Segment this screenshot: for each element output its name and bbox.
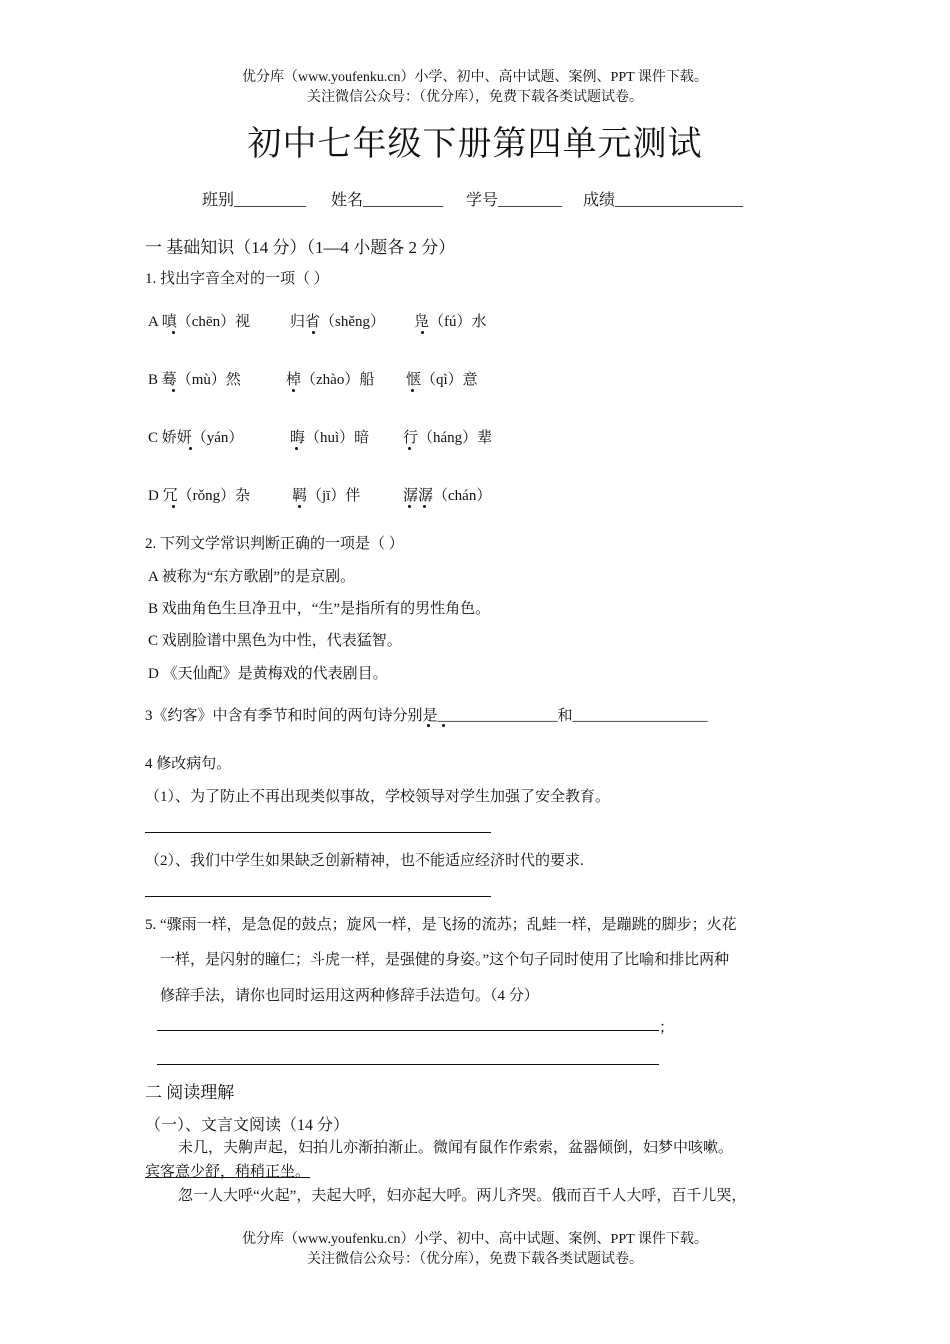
emphasis-dot	[442, 724, 445, 727]
q1-option-c-2: 晦（huì）暗	[290, 430, 370, 446]
q3-text: 3《约客》中含有季节和时间的两句诗分别是________________和__________________	[145, 708, 708, 724]
info-score: 成绩________________	[583, 192, 744, 209]
emphasis-dot	[172, 331, 175, 334]
footer-line-2: 关注微信公众号：（优分库），免费下载各类试题试卷。	[307, 1252, 643, 1267]
q1-option-d-1: D 冗（rǒng）杂	[148, 488, 251, 504]
info-name: 姓名__________	[331, 192, 444, 209]
section-1-heading: 一 基础知识（14 分）（1—4 小题各 2 分）	[145, 238, 456, 257]
answer-line[interactable]	[145, 896, 491, 897]
emphasis-dot	[427, 724, 430, 727]
emphasis-dot	[292, 389, 295, 392]
q1-option-b-1: B 蓦（mù）然	[148, 372, 241, 388]
info-class: 班别_________	[202, 192, 307, 209]
emphasis-dot	[408, 447, 411, 450]
q5-semicolon: ；	[659, 1020, 675, 1036]
q2-stem: 2. 下列文学常识判断正确的一项是（ ）	[145, 536, 404, 552]
answer-line[interactable]	[157, 1064, 659, 1065]
q1-option-c-1: C 娇妍（yán）	[148, 430, 244, 446]
section-2-sub-heading: （一）、文言文阅读（14 分）	[145, 1117, 350, 1134]
emphasis-dot	[312, 331, 315, 334]
q1-option-d-3: 潺潺（chán）	[403, 488, 492, 504]
info-number: 学号________	[466, 192, 563, 209]
footer-line-1: 优分库（www.youfenku.cn）小学、初中、高中试题、案例、PPT 课件下载。	[242, 1232, 708, 1247]
emphasis-dot	[411, 389, 414, 392]
q4-stem: 4 修改病句。	[145, 756, 232, 772]
passage-line-3: 忽一人大呼“火起”，夫起大呼，妇亦起大呼。两儿齐哭。俄而百千人大呼，百千儿哭，	[178, 1188, 747, 1204]
section-2-heading: 二 阅读理解	[145, 1083, 235, 1102]
q2-option-a: A 被称为“东方歌剧”的是京剧。	[148, 569, 356, 585]
page-title: 初中七年级下册第四单元测试	[247, 126, 703, 163]
q4-sentence-2: （2）、我们中学生如果缺乏创新精神，也不能适应经济时代的要求.	[145, 853, 584, 869]
q1-option-a-1: A 嗔（chēn）视	[148, 314, 251, 330]
q1-option-c-3: 行（háng）辈	[403, 430, 493, 446]
emphasis-dot	[423, 505, 426, 508]
q1-option-d-2: 羁（jī）伴	[292, 488, 361, 504]
answer-line[interactable]	[145, 832, 491, 833]
header-line-1: 优分库（www.youfenku.cn）小学、初中、高中试题、案例、PPT 课件下载。	[242, 70, 708, 85]
q1-option-a-3: 凫（fú）水	[414, 314, 487, 330]
q1-option-b-2: 棹（zhào）船	[286, 372, 375, 388]
emphasis-dot	[421, 331, 424, 334]
q1-option-b-3: 惬（qì）意	[406, 372, 478, 388]
q4-sentence-1: （1）、为了防止不再出现类似事故，学校领导对学生加强了安全教育。	[145, 789, 611, 805]
q2-option-c: C 戏剧脸谱中黑色为中性，代表猛智。	[148, 633, 402, 649]
q1-stem: 1. 找出字音全对的一项（ ）	[145, 271, 329, 287]
emphasis-dot	[408, 505, 411, 508]
emphasis-dot	[172, 389, 175, 392]
q2-option-b: B 戏曲角色生旦净丑中，“生”是指所有的男性角色。	[148, 601, 491, 617]
q2-option-d: D 《天仙配》是黄梅戏的代表剧目。	[148, 666, 388, 682]
q5-line-2: 一样，是闪射的瞳仁；斗虎一样，是强健的身姿。”这个句子同时使用了比喻和排比两种	[160, 952, 730, 968]
passage-line-1: 未几，夫齁声起，妇拍儿亦渐拍渐止。微闻有鼠作作索索，盆器倾倒，妇梦中咳嗽。	[178, 1140, 734, 1156]
emphasis-dot	[172, 505, 175, 508]
header-line-2: 关注微信公众号：（优分库），免费下载各类试题试卷。	[307, 90, 643, 105]
passage-underlined-sentence: 宾客意少舒，稍稍正坐。	[145, 1164, 311, 1180]
emphasis-dot	[298, 505, 301, 508]
emphasis-dot	[295, 447, 298, 450]
q5-line-1: 5. “骤雨一样，是急促的鼓点；旋风一样，是飞扬的流苏；乱蛙一样，是蹦跳的脚步；火花	[145, 917, 737, 933]
q5-line-3: 修辞手法，请你也同时运用这两种修辞手法造句。（4 分）	[160, 988, 539, 1004]
answer-line[interactable]	[157, 1030, 659, 1031]
emphasis-dot	[189, 447, 192, 450]
q1-option-a-2: 归省（shěng）	[290, 314, 385, 330]
